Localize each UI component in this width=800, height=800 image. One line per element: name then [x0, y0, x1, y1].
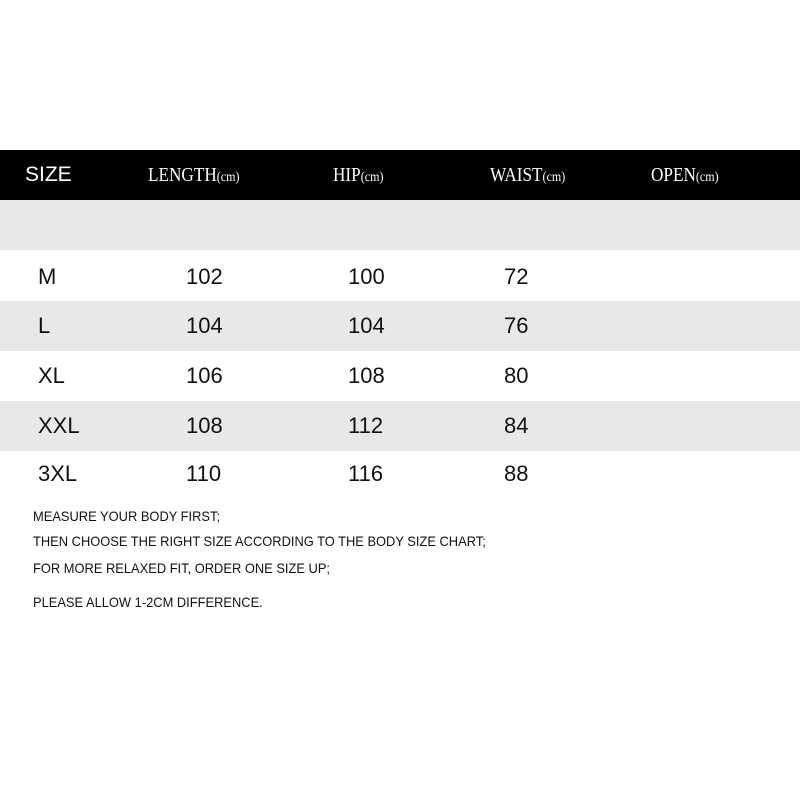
note-line: MEASURE YOUR BODY FIRST; [33, 508, 221, 524]
hip-cell: 104 [348, 313, 385, 338]
header-length-label: LENGTH [148, 164, 217, 186]
hip-cell: 116 [348, 461, 384, 486]
waist-cell: 88 [504, 461, 529, 486]
header-open-unit: (cm) [695, 170, 719, 185]
size-cell: M [38, 264, 57, 289]
header-hip [333, 150, 383, 200]
hip-cell: 112 [348, 413, 384, 438]
header-length [148, 150, 240, 200]
table-row [0, 449, 800, 499]
header-spacer-band [0, 200, 800, 250]
size-cell: XXL [38, 413, 80, 438]
size-cell: XL [38, 363, 65, 388]
length-cell: 102 [186, 264, 223, 289]
waist-cell: 80 [504, 363, 529, 388]
header-hip-label: HIP [333, 164, 361, 186]
size-cell: L [38, 313, 51, 338]
size-chart-header [0, 150, 800, 200]
header-open-label: OPEN [651, 164, 696, 186]
header-waist [490, 150, 565, 200]
length-cell: 108 [186, 413, 223, 438]
size-cell: 3XL [38, 461, 78, 486]
header-waist-label: WAIST [490, 164, 543, 186]
table-row [0, 351, 800, 401]
waist-cell: 72 [504, 264, 529, 289]
header-waist-unit: (cm) [542, 170, 566, 185]
table-row [0, 301, 800, 351]
hip-cell: 108 [348, 363, 385, 388]
table-row [0, 401, 800, 451]
header-hip-unit: (cm) [360, 170, 384, 185]
waist-cell: 84 [504, 413, 529, 438]
header-length-unit: (cm) [216, 170, 240, 185]
length-cell: 104 [186, 313, 223, 338]
header-open [651, 150, 719, 200]
note-line: THEN CHOOSE THE RIGHT SIZE ACCORDING TO THE BODY SIZE CHART; [33, 533, 486, 549]
waist-cell: 76 [504, 313, 529, 338]
note-line: PLEASE ALLOW 1-2CM DIFFERENCE. [33, 594, 263, 610]
note-line: FOR MORE RELAXED FIT, ORDER ONE SIZE UP; [33, 560, 331, 576]
length-cell: 106 [186, 363, 223, 388]
header-size: SIZE [25, 163, 72, 186]
hip-cell: 100 [348, 264, 385, 289]
length-cell: 110 [186, 461, 222, 486]
table-row [0, 252, 800, 302]
